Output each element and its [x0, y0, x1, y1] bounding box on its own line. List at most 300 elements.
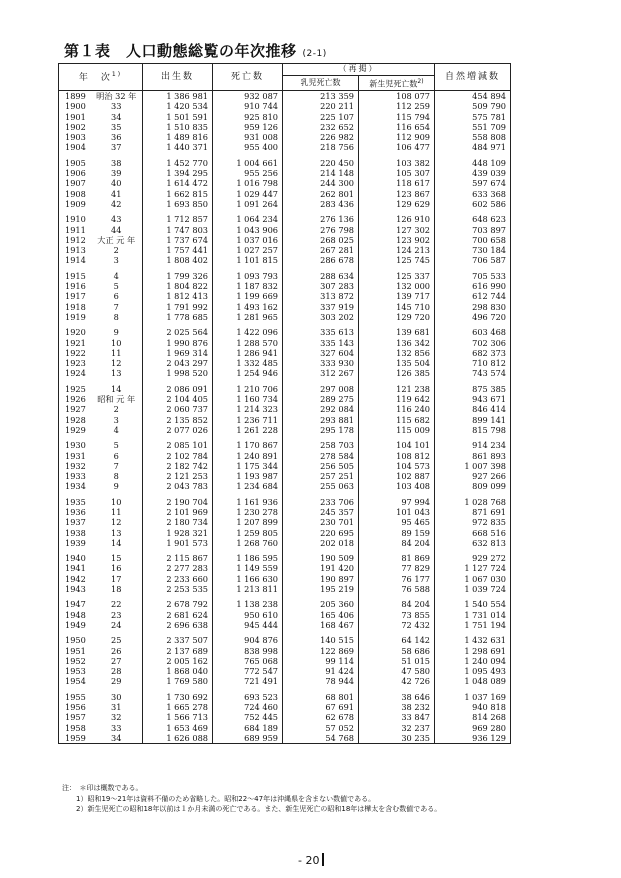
cell-deaths: 1 101 815 [213, 255, 283, 265]
table-row [59, 271, 511, 281]
cell-births: 1 747 803 [143, 225, 213, 235]
cell-natural-change: 703 897 [435, 225, 511, 235]
cell-natural-change: 1 028 768 [435, 497, 511, 507]
table-row [59, 507, 511, 517]
cell-year: 1922 [59, 348, 91, 358]
cell-deaths: 1 138 238 [213, 599, 283, 609]
cell-natural-change: 809 099 [435, 481, 511, 491]
cell-infant-deaths: 267 281 [283, 245, 359, 255]
table-row [59, 563, 511, 573]
cell-era-year: 18 [91, 584, 143, 594]
cell-era-year: 2 [91, 245, 143, 255]
cell-year: 1952 [59, 656, 91, 666]
cell-era-year: 34 [91, 112, 143, 122]
cell-births: 1 730 692 [143, 692, 213, 702]
cell-deaths: 765 068 [213, 656, 283, 666]
cell-year: 1908 [59, 189, 91, 199]
cell-neonatal-deaths: 119 642 [359, 394, 435, 404]
footnote-estimate: 注： ＊印は概数である。 [62, 784, 143, 792]
cell-infant-deaths: 168 467 [283, 620, 359, 630]
cell-infant-deaths: 289 275 [283, 394, 359, 404]
cell-neonatal-deaths: 72 432 [359, 620, 435, 630]
cell-infant-deaths: 233 706 [283, 497, 359, 507]
table-title [64, 40, 327, 61]
cell-infant-deaths: 244 300 [283, 178, 359, 188]
cell-natural-change: 1 298 691 [435, 646, 511, 656]
cell-births: 1 386 981 [143, 91, 213, 102]
cell-deaths: 1 261 228 [213, 425, 283, 435]
cell-neonatal-deaths: 104 573 [359, 461, 435, 471]
cell-year: 1912 [59, 235, 91, 245]
cell-natural-change: 602 586 [435, 199, 511, 209]
cell-natural-change: 929 272 [435, 553, 511, 563]
cell-year: 1959 [59, 733, 91, 744]
cell-deaths: 1 207 899 [213, 517, 283, 527]
cell-era-year: 26 [91, 646, 143, 656]
cell-deaths: 1 240 891 [213, 451, 283, 461]
cell-deaths: 1 254 946 [213, 368, 283, 378]
cell-infant-deaths: 190 897 [283, 574, 359, 584]
cell-infant-deaths: 68 801 [283, 692, 359, 702]
cell-neonatal-deaths: 105 307 [359, 168, 435, 178]
cell-infant-deaths: 278 584 [283, 451, 359, 461]
cell-era-year: 11 [91, 507, 143, 517]
cell-year: 1951 [59, 646, 91, 656]
table-row [59, 666, 511, 676]
cell-natural-change: 668 516 [435, 528, 511, 538]
cell-year: 1949 [59, 620, 91, 630]
cell-era-year: 5 [91, 440, 143, 450]
cell-era-year: 23 [91, 610, 143, 620]
cell-natural-change: 940 818 [435, 702, 511, 712]
cell-era-year: 25 [91, 635, 143, 645]
cell-deaths: 1 422 096 [213, 327, 283, 337]
cell-year: 1916 [59, 281, 91, 291]
cell-infant-deaths: 255 063 [283, 481, 359, 491]
cell-infant-deaths: 91 424 [283, 666, 359, 676]
cell-births: 2 253 535 [143, 584, 213, 594]
header-breakdown: （再掲） [283, 64, 435, 76]
cell-natural-change: 1 039 724 [435, 584, 511, 594]
cell-births: 2 678 792 [143, 599, 213, 609]
cell-infant-deaths: 195 219 [283, 584, 359, 594]
cell-year: 1903 [59, 132, 91, 142]
cell-deaths: 1 064 234 [213, 214, 283, 224]
cell-births: 2 180 734 [143, 517, 213, 527]
table-row [59, 471, 511, 481]
vital-statistics-table [58, 63, 511, 744]
cell-year: 1932 [59, 461, 91, 471]
cell-infant-deaths: 122 869 [283, 646, 359, 656]
cell-deaths: 1 004 661 [213, 158, 283, 168]
cell-neonatal-deaths: 58 686 [359, 646, 435, 656]
cell-births: 2 135 852 [143, 415, 213, 425]
cell-era-year: 5 [91, 281, 143, 291]
cell-natural-change: 558 808 [435, 132, 511, 142]
cell-era-year: 16 [91, 563, 143, 573]
cell-era-year: 15 [91, 553, 143, 563]
cell-natural-change: 1 731 014 [435, 610, 511, 620]
cell-era-year: 43 [91, 214, 143, 224]
cell-deaths: 772 547 [213, 666, 283, 676]
cell-births: 1 769 580 [143, 676, 213, 686]
cell-natural-change: 936 129 [435, 733, 511, 744]
cell-deaths: 959 126 [213, 122, 283, 132]
cell-year: 1958 [59, 723, 91, 733]
cell-births: 1 501 591 [143, 112, 213, 122]
cell-infant-deaths: 99 114 [283, 656, 359, 666]
cell-births: 2 137 689 [143, 646, 213, 656]
cell-deaths: 1 016 798 [213, 178, 283, 188]
table-row [59, 620, 511, 630]
table-header [59, 64, 511, 91]
cell-births: 2 233 660 [143, 574, 213, 584]
cell-deaths: 1 259 805 [213, 528, 283, 538]
table-row [59, 712, 511, 722]
cell-year: 1939 [59, 538, 91, 548]
cell-year: 1940 [59, 553, 91, 563]
cell-infant-deaths: 303 202 [283, 312, 359, 322]
cell-neonatal-deaths: 73 855 [359, 610, 435, 620]
cell-neonatal-deaths: 38 646 [359, 692, 435, 702]
table-row [59, 214, 511, 224]
cell-natural-change: 705 533 [435, 271, 511, 281]
table-row [59, 425, 511, 435]
cell-infant-deaths: 258 703 [283, 440, 359, 450]
cell-era-year: 29 [91, 676, 143, 686]
cell-era-year: 4 [91, 271, 143, 281]
cell-infant-deaths: 333 930 [283, 358, 359, 368]
cell-infant-deaths: 297 008 [283, 384, 359, 394]
cell-births: 2 077 026 [143, 425, 213, 435]
table-part: (2-1) [302, 49, 327, 59]
cell-births: 1 394 295 [143, 168, 213, 178]
cell-neonatal-deaths: 104 101 [359, 440, 435, 450]
cell-natural-change: 871 691 [435, 507, 511, 517]
cell-deaths: 1 175 344 [213, 461, 283, 471]
cell-year: 1928 [59, 415, 91, 425]
cell-deaths: 1 236 711 [213, 415, 283, 425]
cell-neonatal-deaths: 47 580 [359, 666, 435, 676]
cell-year: 1920 [59, 327, 91, 337]
cell-neonatal-deaths: 89 159 [359, 528, 435, 538]
cell-births: 2 086 091 [143, 384, 213, 394]
cell-deaths: 1 043 906 [213, 225, 283, 235]
cell-era-year: 22 [91, 599, 143, 609]
cell-infant-deaths: 213 359 [283, 91, 359, 102]
table-row [59, 451, 511, 461]
cell-births: 2 121 253 [143, 471, 213, 481]
cell-natural-change: 612 744 [435, 291, 511, 301]
cell-neonatal-deaths: 126 385 [359, 368, 435, 378]
cell-era-year: 12 [91, 358, 143, 368]
cell-year: 1899 [59, 91, 91, 102]
footnote-2: 2）新生児死亡の昭和18年以前は１か月未満の死亡である。また、新生児死亡の昭和18年は樺太を含む数値である。 [76, 805, 442, 813]
cell-era-year: 33 [91, 101, 143, 111]
cell-year: 1955 [59, 692, 91, 702]
cell-neonatal-deaths: 112 259 [359, 101, 435, 111]
cell-births: 1 799 326 [143, 271, 213, 281]
cell-births: 1 566 713 [143, 712, 213, 722]
cell-neonatal-deaths: 116 240 [359, 404, 435, 414]
table-row [59, 497, 511, 507]
cell-deaths: 1 193 987 [213, 471, 283, 481]
cell-era-year: 30 [91, 692, 143, 702]
table-row [59, 610, 511, 620]
table-row [59, 415, 511, 425]
cell-deaths: 1 281 965 [213, 312, 283, 322]
cell-births: 2 190 704 [143, 497, 213, 507]
cell-deaths: 1 027 257 [213, 245, 283, 255]
cell-year: 1901 [59, 112, 91, 122]
cell-births: 1 778 685 [143, 312, 213, 322]
cell-neonatal-deaths: 108 812 [359, 451, 435, 461]
cell-births: 1 420 534 [143, 101, 213, 111]
cell-neonatal-deaths: 38 232 [359, 702, 435, 712]
cell-year: 1930 [59, 440, 91, 450]
cell-infant-deaths: 256 505 [283, 461, 359, 471]
table-row [59, 538, 511, 548]
cell-neonatal-deaths: 115 794 [359, 112, 435, 122]
cell-year: 1902 [59, 122, 91, 132]
table-row [59, 158, 511, 168]
cell-deaths: 931 008 [213, 132, 283, 142]
cell-infant-deaths: 276 798 [283, 225, 359, 235]
header-neonatal-deaths: 新生児死亡数$^{2)}$ [359, 76, 435, 91]
cell-neonatal-deaths: 129 720 [359, 312, 435, 322]
cell-deaths: 1 187 832 [213, 281, 283, 291]
cell-births: 1 969 314 [143, 348, 213, 358]
cell-deaths: 955 400 [213, 142, 283, 152]
cell-neonatal-deaths: 51 015 [359, 656, 435, 666]
cell-deaths: 955 256 [213, 168, 283, 178]
cell-births: 2 182 742 [143, 461, 213, 471]
cell-infant-deaths: 67 691 [283, 702, 359, 712]
cell-era-year: 10 [91, 497, 143, 507]
table-row [59, 553, 511, 563]
cell-infant-deaths: 292 084 [283, 404, 359, 414]
table-row [59, 132, 511, 142]
table-row [59, 281, 511, 291]
cell-year: 1934 [59, 481, 91, 491]
cell-year: 1900 [59, 101, 91, 111]
table-row [59, 574, 511, 584]
cell-year: 1923 [59, 358, 91, 368]
table-row [59, 528, 511, 538]
table-body [59, 91, 511, 744]
cell-births: 1 998 520 [143, 368, 213, 378]
cell-year: 1941 [59, 563, 91, 573]
cell-year: 1938 [59, 528, 91, 538]
cell-neonatal-deaths: 33 847 [359, 712, 435, 722]
cell-births: 2 005 162 [143, 656, 213, 666]
cell-year: 1917 [59, 291, 91, 301]
header-births: 出生数 [143, 64, 213, 91]
cell-infant-deaths: 337 919 [283, 302, 359, 312]
cell-deaths: 950 610 [213, 610, 283, 620]
cell-era-year: 7 [91, 461, 143, 471]
cell-era-year: 27 [91, 656, 143, 666]
header-natural-change: 自然増減数 [435, 64, 511, 91]
cell-infant-deaths: 190 509 [283, 553, 359, 563]
cell-births: 2 337 507 [143, 635, 213, 645]
cell-infant-deaths: 220 211 [283, 101, 359, 111]
cell-era-year: 31 [91, 702, 143, 712]
cell-births: 2 681 624 [143, 610, 213, 620]
cell-year: 1953 [59, 666, 91, 676]
table-row [59, 635, 511, 645]
cell-neonatal-deaths: 42 726 [359, 676, 435, 686]
header-infant-deaths: 乳児死亡数 [283, 76, 359, 91]
cell-neonatal-deaths: 64 142 [359, 635, 435, 645]
cell-natural-change: 943 671 [435, 394, 511, 404]
cell-natural-change: 730 184 [435, 245, 511, 255]
table-row [59, 368, 511, 378]
cell-natural-change: 814 268 [435, 712, 511, 722]
cell-era-year: 38 [91, 158, 143, 168]
cell-infant-deaths: 220 450 [283, 158, 359, 168]
table-row [59, 178, 511, 188]
table-row [59, 394, 511, 404]
cell-births: 1 452 770 [143, 158, 213, 168]
cell-natural-change: 1 540 554 [435, 599, 511, 609]
cell-births: 1 662 815 [143, 189, 213, 199]
cell-natural-change: 914 234 [435, 440, 511, 450]
cell-year: 1921 [59, 338, 91, 348]
cell-births: 1 712 857 [143, 214, 213, 224]
cell-natural-change: 298 830 [435, 302, 511, 312]
cell-natural-change: 509 790 [435, 101, 511, 111]
cell-year: 1935 [59, 497, 91, 507]
cell-infant-deaths: 140 515 [283, 635, 359, 645]
table-row [59, 189, 511, 199]
cell-deaths: 689 959 [213, 733, 283, 744]
cell-era-year: 2 [91, 404, 143, 414]
cell-natural-change: 927 266 [435, 471, 511, 481]
cell-era-year: 42 [91, 199, 143, 209]
cell-births: 1 804 822 [143, 281, 213, 291]
cell-neonatal-deaths: 115 009 [359, 425, 435, 435]
cell-natural-change: 448 109 [435, 158, 511, 168]
cell-natural-change: 682 373 [435, 348, 511, 358]
cell-era-year: 14 [91, 384, 143, 394]
cell-infant-deaths: 335 613 [283, 327, 359, 337]
cell-neonatal-deaths: 124 213 [359, 245, 435, 255]
cell-deaths: 1 186 595 [213, 553, 283, 563]
cell-neonatal-deaths: 30 235 [359, 733, 435, 744]
cell-births: 1 737 674 [143, 235, 213, 245]
cell-year: 1927 [59, 404, 91, 414]
cell-deaths: 1 160 734 [213, 394, 283, 404]
cell-era-year: 37 [91, 142, 143, 152]
cell-deaths: 932 087 [213, 91, 283, 102]
cell-deaths: 1 029 447 [213, 189, 283, 199]
cell-deaths: 1 170 867 [213, 440, 283, 450]
table-row [59, 733, 511, 744]
cell-natural-change: 648 623 [435, 214, 511, 224]
cell-natural-change: 633 368 [435, 189, 511, 199]
cell-deaths: 1 210 706 [213, 384, 283, 394]
cell-natural-change: 484 971 [435, 142, 511, 152]
cell-deaths: 684 189 [213, 723, 283, 733]
cell-infant-deaths: 276 136 [283, 214, 359, 224]
cell-infant-deaths: 78 944 [283, 676, 359, 686]
cell-infant-deaths: 232 652 [283, 122, 359, 132]
cell-natural-change: 1 095 493 [435, 666, 511, 676]
cell-year: 1933 [59, 471, 91, 481]
cell-era-year: 28 [91, 666, 143, 676]
cell-neonatal-deaths: 132 856 [359, 348, 435, 358]
cell-natural-change: 875 385 [435, 384, 511, 394]
cell-neonatal-deaths: 81 869 [359, 553, 435, 563]
cell-neonatal-deaths: 123 902 [359, 235, 435, 245]
cell-natural-change: 969 280 [435, 723, 511, 733]
cell-natural-change: 1 751 194 [435, 620, 511, 630]
cell-neonatal-deaths: 125 337 [359, 271, 435, 281]
cell-era-year: 9 [91, 481, 143, 491]
cell-neonatal-deaths: 32 237 [359, 723, 435, 733]
cell-infant-deaths: 225 107 [283, 112, 359, 122]
cell-neonatal-deaths: 97 994 [359, 497, 435, 507]
cell-deaths: 1 149 559 [213, 563, 283, 573]
cell-era-year: 33 [91, 723, 143, 733]
cell-neonatal-deaths: 101 043 [359, 507, 435, 517]
cell-neonatal-deaths: 139 681 [359, 327, 435, 337]
table-row [59, 384, 511, 394]
cell-infant-deaths: 218 756 [283, 142, 359, 152]
table-row [59, 692, 511, 702]
cell-natural-change: 575 781 [435, 112, 511, 122]
cell-neonatal-deaths: 132 000 [359, 281, 435, 291]
cell-births: 2 043 297 [143, 358, 213, 368]
cell-deaths: 1 166 630 [213, 574, 283, 584]
cell-births: 1 808 402 [143, 255, 213, 265]
cell-natural-change: 972 835 [435, 517, 511, 527]
cell-natural-change: 700 658 [435, 235, 511, 245]
cell-natural-change: 454 894 [435, 91, 511, 102]
cell-infant-deaths: 230 701 [283, 517, 359, 527]
cell-deaths: 1 288 570 [213, 338, 283, 348]
cell-infant-deaths: 295 178 [283, 425, 359, 435]
table-row [59, 723, 511, 733]
cell-deaths: 1 093 793 [213, 271, 283, 281]
cell-infant-deaths: 327 604 [283, 348, 359, 358]
cell-infant-deaths: 220 695 [283, 528, 359, 538]
table-row [59, 302, 511, 312]
cell-births: 1 653 469 [143, 723, 213, 733]
cell-infant-deaths: 214 148 [283, 168, 359, 178]
cell-births: 2 043 783 [143, 481, 213, 491]
cell-natural-change: 1 432 631 [435, 635, 511, 645]
cell-era-year: 7 [91, 302, 143, 312]
cell-natural-change: 632 813 [435, 538, 511, 548]
cell-deaths: 1 332 485 [213, 358, 283, 368]
cell-infant-deaths: 283 436 [283, 199, 359, 209]
cell-year: 1931 [59, 451, 91, 461]
cell-year: 1915 [59, 271, 91, 281]
cell-neonatal-deaths: 139 717 [359, 291, 435, 301]
cell-deaths: 721 491 [213, 676, 283, 686]
table-row [59, 517, 511, 527]
table-row [59, 225, 511, 235]
cell-deaths: 1 091 264 [213, 199, 283, 209]
cell-neonatal-deaths: 123 867 [359, 189, 435, 199]
cell-year: 1913 [59, 245, 91, 255]
cell-neonatal-deaths: 76 588 [359, 584, 435, 594]
cell-infant-deaths: 54 768 [283, 733, 359, 744]
header-year: 年 次$^{1)}$ [59, 64, 143, 91]
cell-year: 1929 [59, 425, 91, 435]
